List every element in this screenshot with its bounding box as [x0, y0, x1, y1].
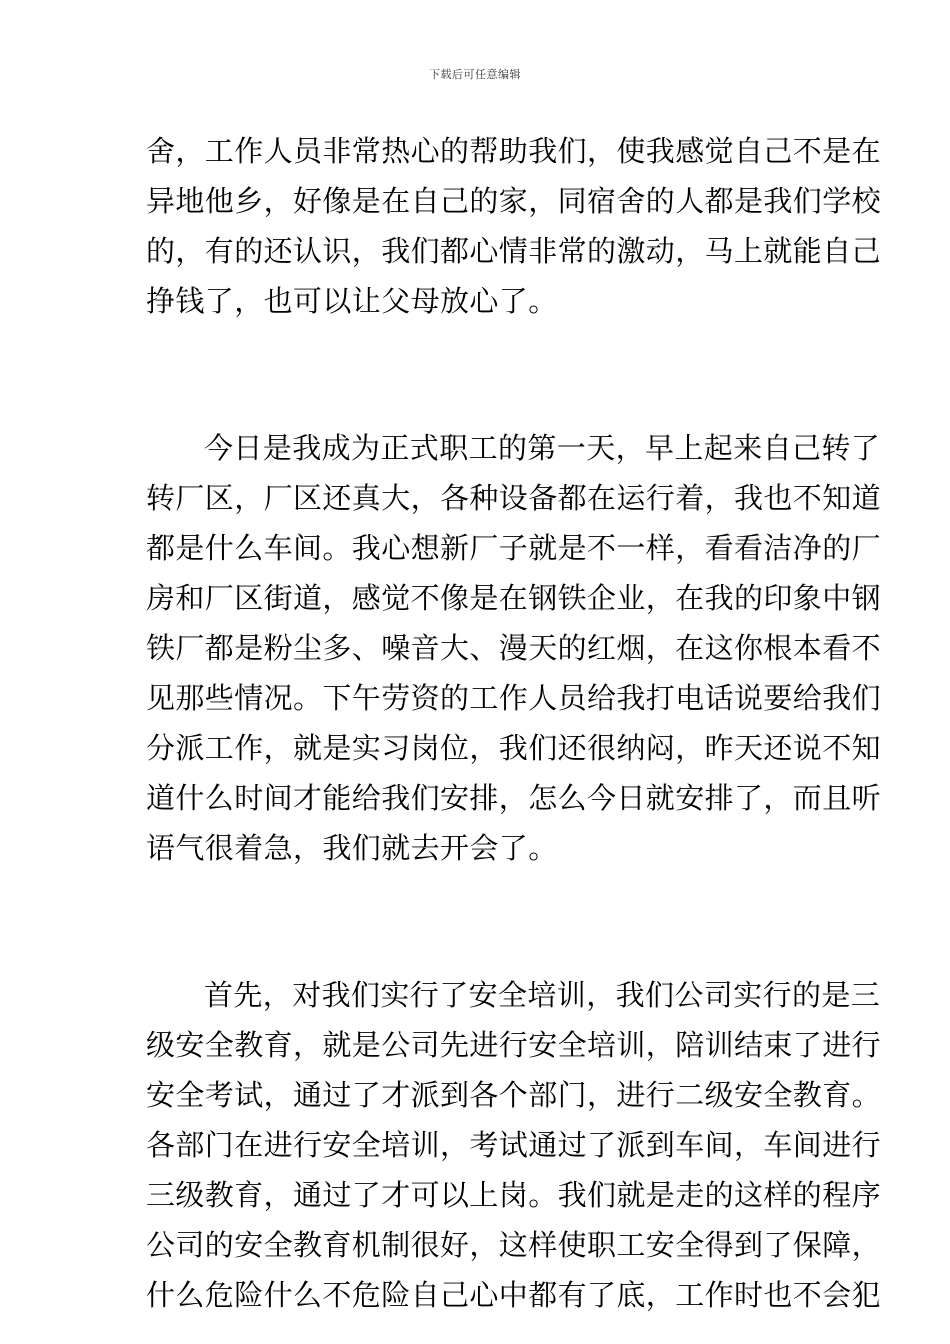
text-line: 安全考试，通过了才派到各个部门，进行二级安全教育。 — [146, 1078, 882, 1112]
page-header-note: 下载后可任意编辑 — [429, 68, 521, 81]
paragraph-2 — [146, 423, 882, 873]
text-line: 异地他乡，好像是在自己的家，同宿舍的人都是我们学校 — [146, 184, 882, 218]
text-line: 语气很着急，我们就去开会了。 — [146, 831, 558, 865]
paragraph-spacer — [146, 873, 808, 970]
text-line: 级安全教育，就是公司先进行安全培训，陪训结束了进行 — [146, 1028, 882, 1062]
text-line: 房和厂区街道，感觉不像是在钢铁企业，在我的印象中钢 — [146, 581, 882, 615]
text-line: 舍，工作人员非常热心的帮助我们，使我感觉自己不是在 — [146, 134, 882, 168]
paragraph-spacer — [146, 326, 808, 423]
text-line: 分派工作，就是实习岗位，我们还很纳闷，昨天还说不知 — [146, 731, 882, 765]
text-line: 的，有的还认识，我们都心情非常的激动，马上就能自己 — [146, 234, 882, 268]
paragraph-3 — [146, 970, 882, 1320]
text-line: 首先，对我们实行了安全培训，我们公司实行的是三 — [204, 978, 881, 1012]
text-line: 三级教育，通过了才可以上岗。我们就是走的这样的程序 — [146, 1178, 882, 1212]
text-line: 挣钱了，也可以让父母放心了。 — [146, 284, 558, 318]
text-line: 公司的安全教育机制很好，这样使职工安全得到了保障， — [146, 1228, 882, 1262]
text-line: 铁厂都是粉尘多、噪音大、漫天的红烟，在这你根本看不 — [146, 631, 882, 665]
text-line: 都是什么车间。我心想新厂子就是不一样，看看洁净的厂 — [146, 531, 882, 565]
text-line: 什么危险什么不危险自己心中都有了底，工作时也不会犯 — [146, 1278, 882, 1312]
text-line: 见那些情况。下午劳资的工作人员给我打电话说要给我们 — [146, 681, 882, 715]
text-line: 转厂区，厂区还真大，各种设备都在运行着，我也不知道 — [146, 481, 882, 515]
document-body — [146, 126, 882, 1320]
text-line: 今日是我成为正式职工的第一天，早上起来自己转了 — [204, 431, 881, 465]
text-line: 道什么时间才能给我们安排，怎么今日就安排了，而且听 — [146, 781, 882, 815]
text-line: 各部门在进行安全培训，考试通过了派到车间，车间进行 — [146, 1128, 882, 1162]
paragraph-1 — [146, 126, 882, 326]
